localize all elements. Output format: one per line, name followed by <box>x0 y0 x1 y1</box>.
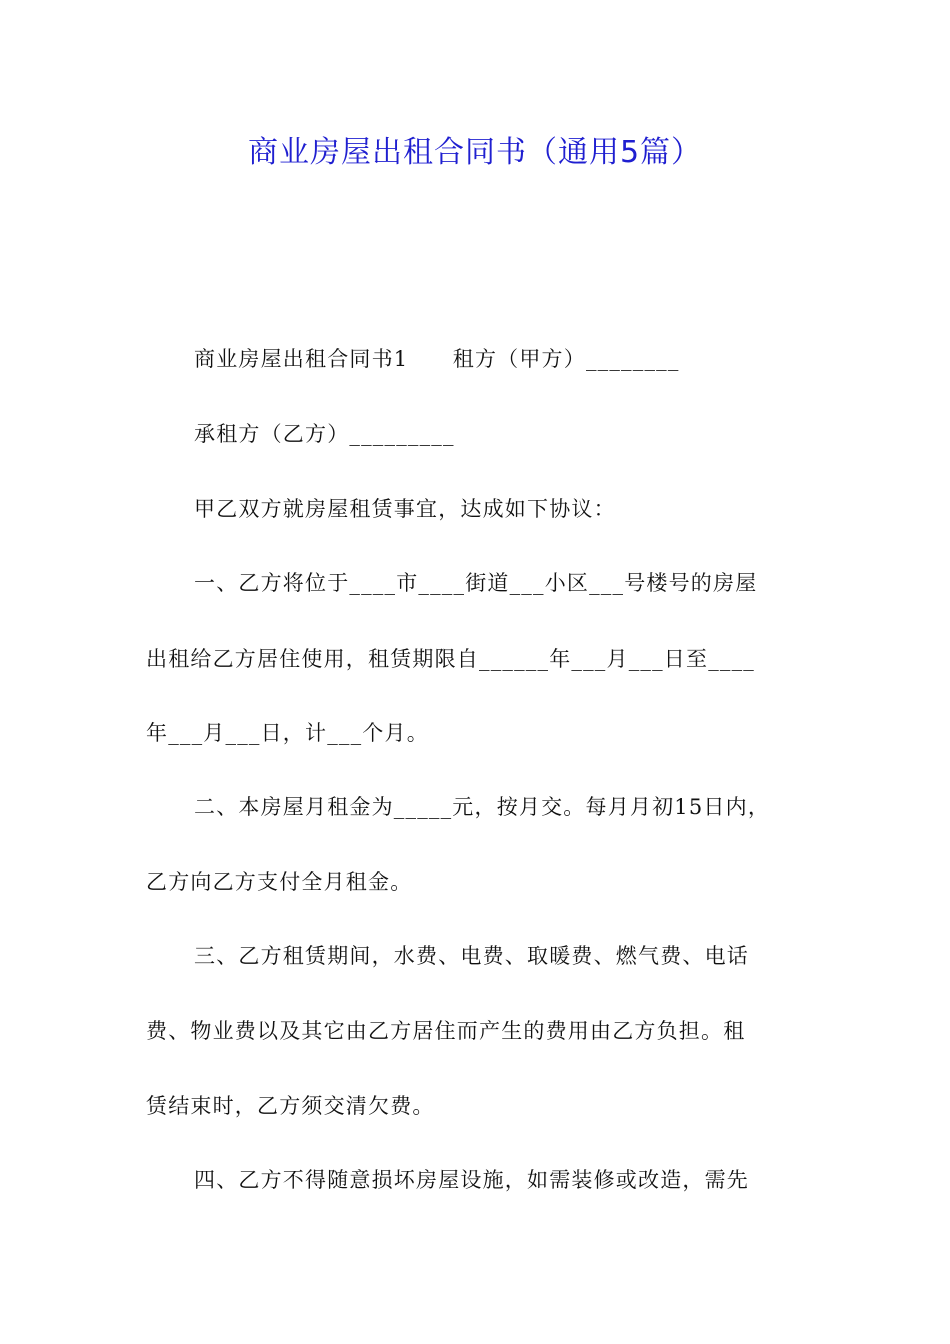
paragraph-line: 商业房屋出租合同书1 租方（甲方）________ <box>194 347 680 371</box>
paragraph-line: 三、乙方租赁期间，水费、电费、取暖费、燃气费、电话 <box>194 944 749 968</box>
paragraph-line: 乙方向乙方支付全月租金。 <box>146 870 413 894</box>
document-title: 商业房屋出租合同书（通用5篇） <box>247 135 703 170</box>
paragraph-line: 四、乙方不得随意损坏房屋设施，如需装修或改造，需先 <box>194 1168 749 1192</box>
paragraph-line: 一、乙方将位于____市____街道___小区___号楼号的房屋 <box>194 571 758 595</box>
paragraph-line: 承租方（乙方）_________ <box>194 422 455 446</box>
paragraph-line: 年___月___日，计___个月。 <box>146 721 429 745</box>
paragraph-line: 赁结束时，乙方须交清欠费。 <box>146 1094 435 1118</box>
paragraph-line: 费、物业费以及其它由乙方居住而产生的费用由乙方负担。租 <box>146 1019 746 1043</box>
paragraph-line: 甲乙双方就房屋租赁事宜，达成如下协议： <box>194 497 616 521</box>
paragraph-line: 出租给乙方居住使用，租赁期限自______年___月___日至____ <box>146 647 755 671</box>
paragraph-line: 二、本房屋月租金为_____元，按月交。每月月初15日内， <box>194 795 771 819</box>
